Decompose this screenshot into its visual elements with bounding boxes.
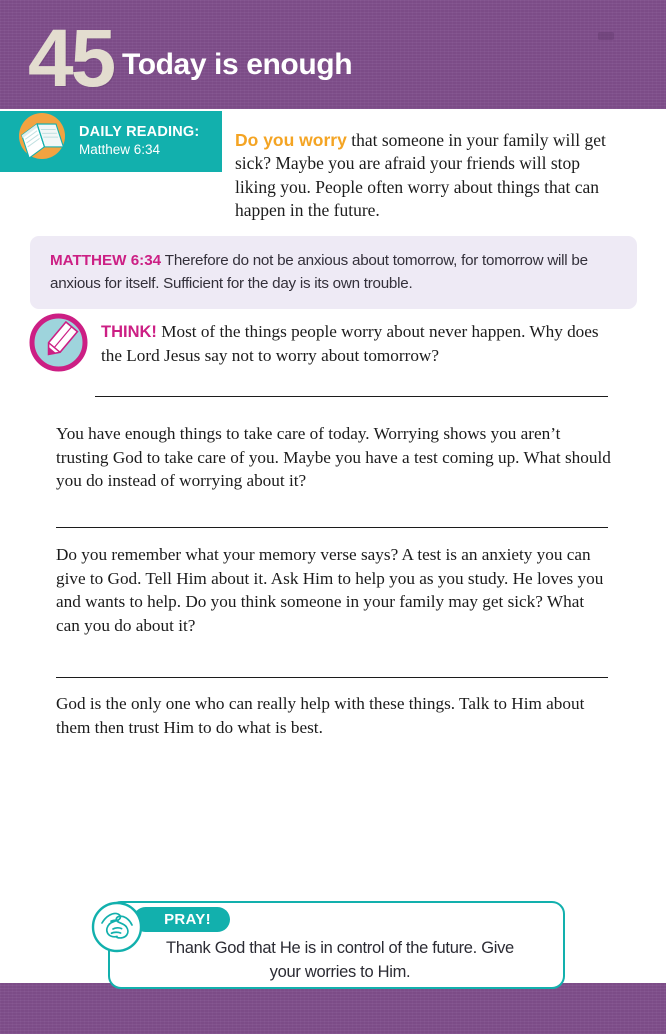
daily-reading-text — [79, 123, 199, 159]
think-text: Most of the things people worry about never happen. Why does the Lord Jesus say not to worry about tomorrow? — [101, 322, 599, 365]
scripture-text: Therefore do not be anxious about tomorrow, for tomorrow will be anxious for itself. Sufficient for the day is its own trouble. — [50, 252, 588, 292]
section-divider-3 — [56, 677, 608, 678]
footer-band — [0, 983, 666, 1034]
lesson-number: 45 — [28, 13, 114, 104]
body-paragraph-2: Do you remember what your memory verse says? A test is an anxiety you can give to God. Tell Him about it. Ask Him to help you as you study. He loves you and wants to help. Do you think someone in your family may get sick? What can you do about it? — [56, 545, 604, 635]
header-band — [0, 0, 666, 109]
section-divider-2 — [56, 527, 608, 528]
think-label: THINK! — [101, 323, 157, 341]
scripture-reference: MATTHEW 6:34 — [50, 252, 162, 269]
praying-hands-icon — [89, 899, 145, 955]
daily-reading-band — [0, 111, 222, 172]
body-paragraph-1: You have enough things to take care of today. Worrying shows you aren’t trusting God to take care of you. Maybe you have a test coming up. What should you do instead of worrying about it? — [56, 424, 611, 491]
daily-reading-reference: Matthew 6:34 — [79, 142, 161, 157]
think-paragraph — [101, 320, 613, 367]
pencil-icon — [29, 313, 88, 372]
body-paragraph-3: God is the only one who can really help with these things. Talk to Him about them then trust Him to do what is best. — [56, 694, 585, 737]
intro-lead-text: Do you worry — [235, 130, 347, 150]
intro-paragraph — [235, 129, 617, 223]
open-book-icon — [13, 107, 71, 165]
page-title: Today is enough — [122, 48, 353, 81]
scripture-box — [30, 236, 637, 309]
pray-text: Thank God that He is in control of the future. Give your worries to Him. — [166, 939, 514, 981]
daily-reading-label: DAILY READING: — [79, 124, 200, 140]
intro-body-text: that someone in your family will get sick? Maybe you are afraid your friends will stop liking you. People often worry about things that can happen in the future. — [235, 130, 606, 221]
pray-label-pill — [133, 907, 230, 932]
pray-label: PRAY! — [164, 911, 211, 928]
section-divider-1 — [95, 396, 608, 397]
